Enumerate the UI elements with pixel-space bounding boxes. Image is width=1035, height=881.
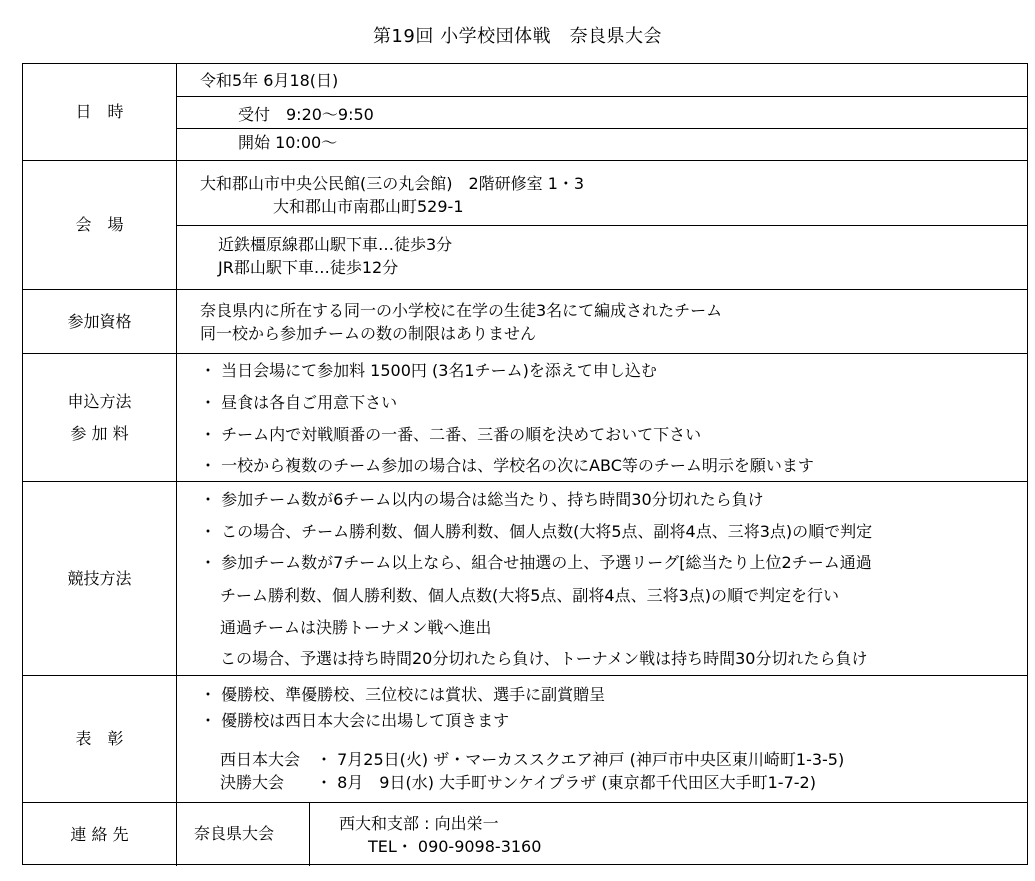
date-divider-1 <box>177 96 1027 97</box>
contact-divider <box>309 803 310 866</box>
start-time: 開始 10:00～ <box>238 133 338 152</box>
contact-label-text: 連 絡 先 <box>70 824 129 844</box>
eligibility-row <box>23 290 1027 354</box>
competition-row <box>23 482 1027 676</box>
competition-line-1: ・ 参加チーム数が6チーム以内の場合は総当たり、持ち時間30分切れたら負け <box>200 490 764 509</box>
awards-row <box>23 676 1027 803</box>
eligibility-label-text: 参加資格 <box>67 311 132 331</box>
competition-line-6: この場合、予選は持ち時間20分切れたら負け、トーナメン戦は持ち時間30分切れたら負け <box>220 649 868 668</box>
eligibility-line-1: 奈良県内に所在する同一の小学校に在学の生徒3名にて編成されたチーム <box>200 301 723 320</box>
awards-line-1: ・ 優勝校、準優勝校、三位校には賞状、選手に副賞贈呈 <box>200 685 606 704</box>
contact-label <box>23 803 177 866</box>
competition-label <box>23 482 177 675</box>
competition-content <box>177 482 1027 675</box>
application-line-1: ・ 当日会場にて参加料 1500円 (3名1チーム)を添えて申し込む <box>200 361 657 380</box>
venue-row <box>23 161 1027 290</box>
venue-name: 大和郡山市中央公民館(三の丸会館) 2階研修室 1・3 <box>200 174 585 193</box>
awards-label-text: 表 彰 <box>75 729 124 748</box>
eligibility-line-2: 同一校から参加チームの数の制限はありません <box>200 324 537 343</box>
venue-address: 大和郡山市南郡山町529-1 <box>273 197 464 216</box>
info-table <box>22 63 1028 865</box>
contact-content <box>177 803 1027 866</box>
contact-row <box>23 803 1027 866</box>
contact-person: 西大和支部 : 向出栄一 <box>339 814 499 833</box>
application-content <box>177 354 1027 481</box>
final-tournament: 決勝大会 ・ 8月 9日(水) 大手町サンケイプラザ (東京都千代田区大手町1-7-2) <box>220 773 816 792</box>
date-row <box>23 64 1027 161</box>
application-line-4: ・ 一校から複数のチーム参加の場合は、学校名の次にABC等のチーム明示を願います <box>200 456 814 475</box>
awards-line-2: ・ 優勝校は西日本大会に出場して頂きます <box>200 711 510 730</box>
date-value: 令和5年 6月18(日) <box>200 71 339 90</box>
application-line-2: ・ 昼食は各自ご用意下さい <box>200 393 398 412</box>
date-divider-2 <box>177 128 1027 129</box>
eligibility-content <box>177 290 1027 353</box>
venue-label-text: 会 場 <box>75 215 124 234</box>
west-japan-tournament: 西日本大会 ・ 7月25日(火) ザ・マーカススクエア神戸 (神戸市中央区東川崎町1-3-5) <box>220 750 845 769</box>
competition-line-2: ・ この場合、チーム勝利数、個人勝利数、個人点数(大将5点、副将4点、三将3点)の順で判定 <box>200 522 873 541</box>
date-label <box>23 64 177 160</box>
competition-line-3: ・ 参加チーム数が7チーム以上なら、組合せ抽選の上、予選リーグ[総当たり上位2チーム通過 <box>200 553 872 572</box>
application-line-3: ・ チーム内で対戦順番の一番、二番、三番の順を決めておいて下さい <box>200 425 702 444</box>
competition-line-5: 通過チームは決勝トーナメン戦へ進出 <box>220 618 492 637</box>
date-label-text: 日 時 <box>75 102 124 121</box>
competition-line-4: チーム勝利数、個人勝利数、個人点数(大将5点、副将4点、三将3点)の順で判定を行い <box>220 586 840 605</box>
application-row <box>23 354 1027 482</box>
application-label-text-2: 参 加 料 <box>70 423 129 443</box>
access-jr: JR郡山駅下車…徒歩12分 <box>218 258 399 277</box>
application-label <box>23 354 177 481</box>
venue-label <box>23 161 177 289</box>
awards-content <box>177 676 1027 802</box>
contact-tel: TEL・ 090-9098-3160 <box>368 837 542 856</box>
awards-label <box>23 676 177 802</box>
reception-time: 受付 9:20～9:50 <box>238 105 374 124</box>
application-label-text-1: 申込方法 <box>67 391 132 411</box>
page-title: 第19回 小学校団体戦 奈良県大会 <box>372 26 663 47</box>
contact-org: 奈良県大会 <box>194 824 275 843</box>
access-kintetsu: 近鉄橿原線郡山駅下車…徒歩3分 <box>218 235 453 254</box>
venue-divider <box>177 225 1027 226</box>
venue-content <box>177 161 1027 289</box>
competition-label-text: 競技方法 <box>67 568 132 588</box>
eligibility-label <box>23 290 177 353</box>
date-content <box>177 64 1027 160</box>
